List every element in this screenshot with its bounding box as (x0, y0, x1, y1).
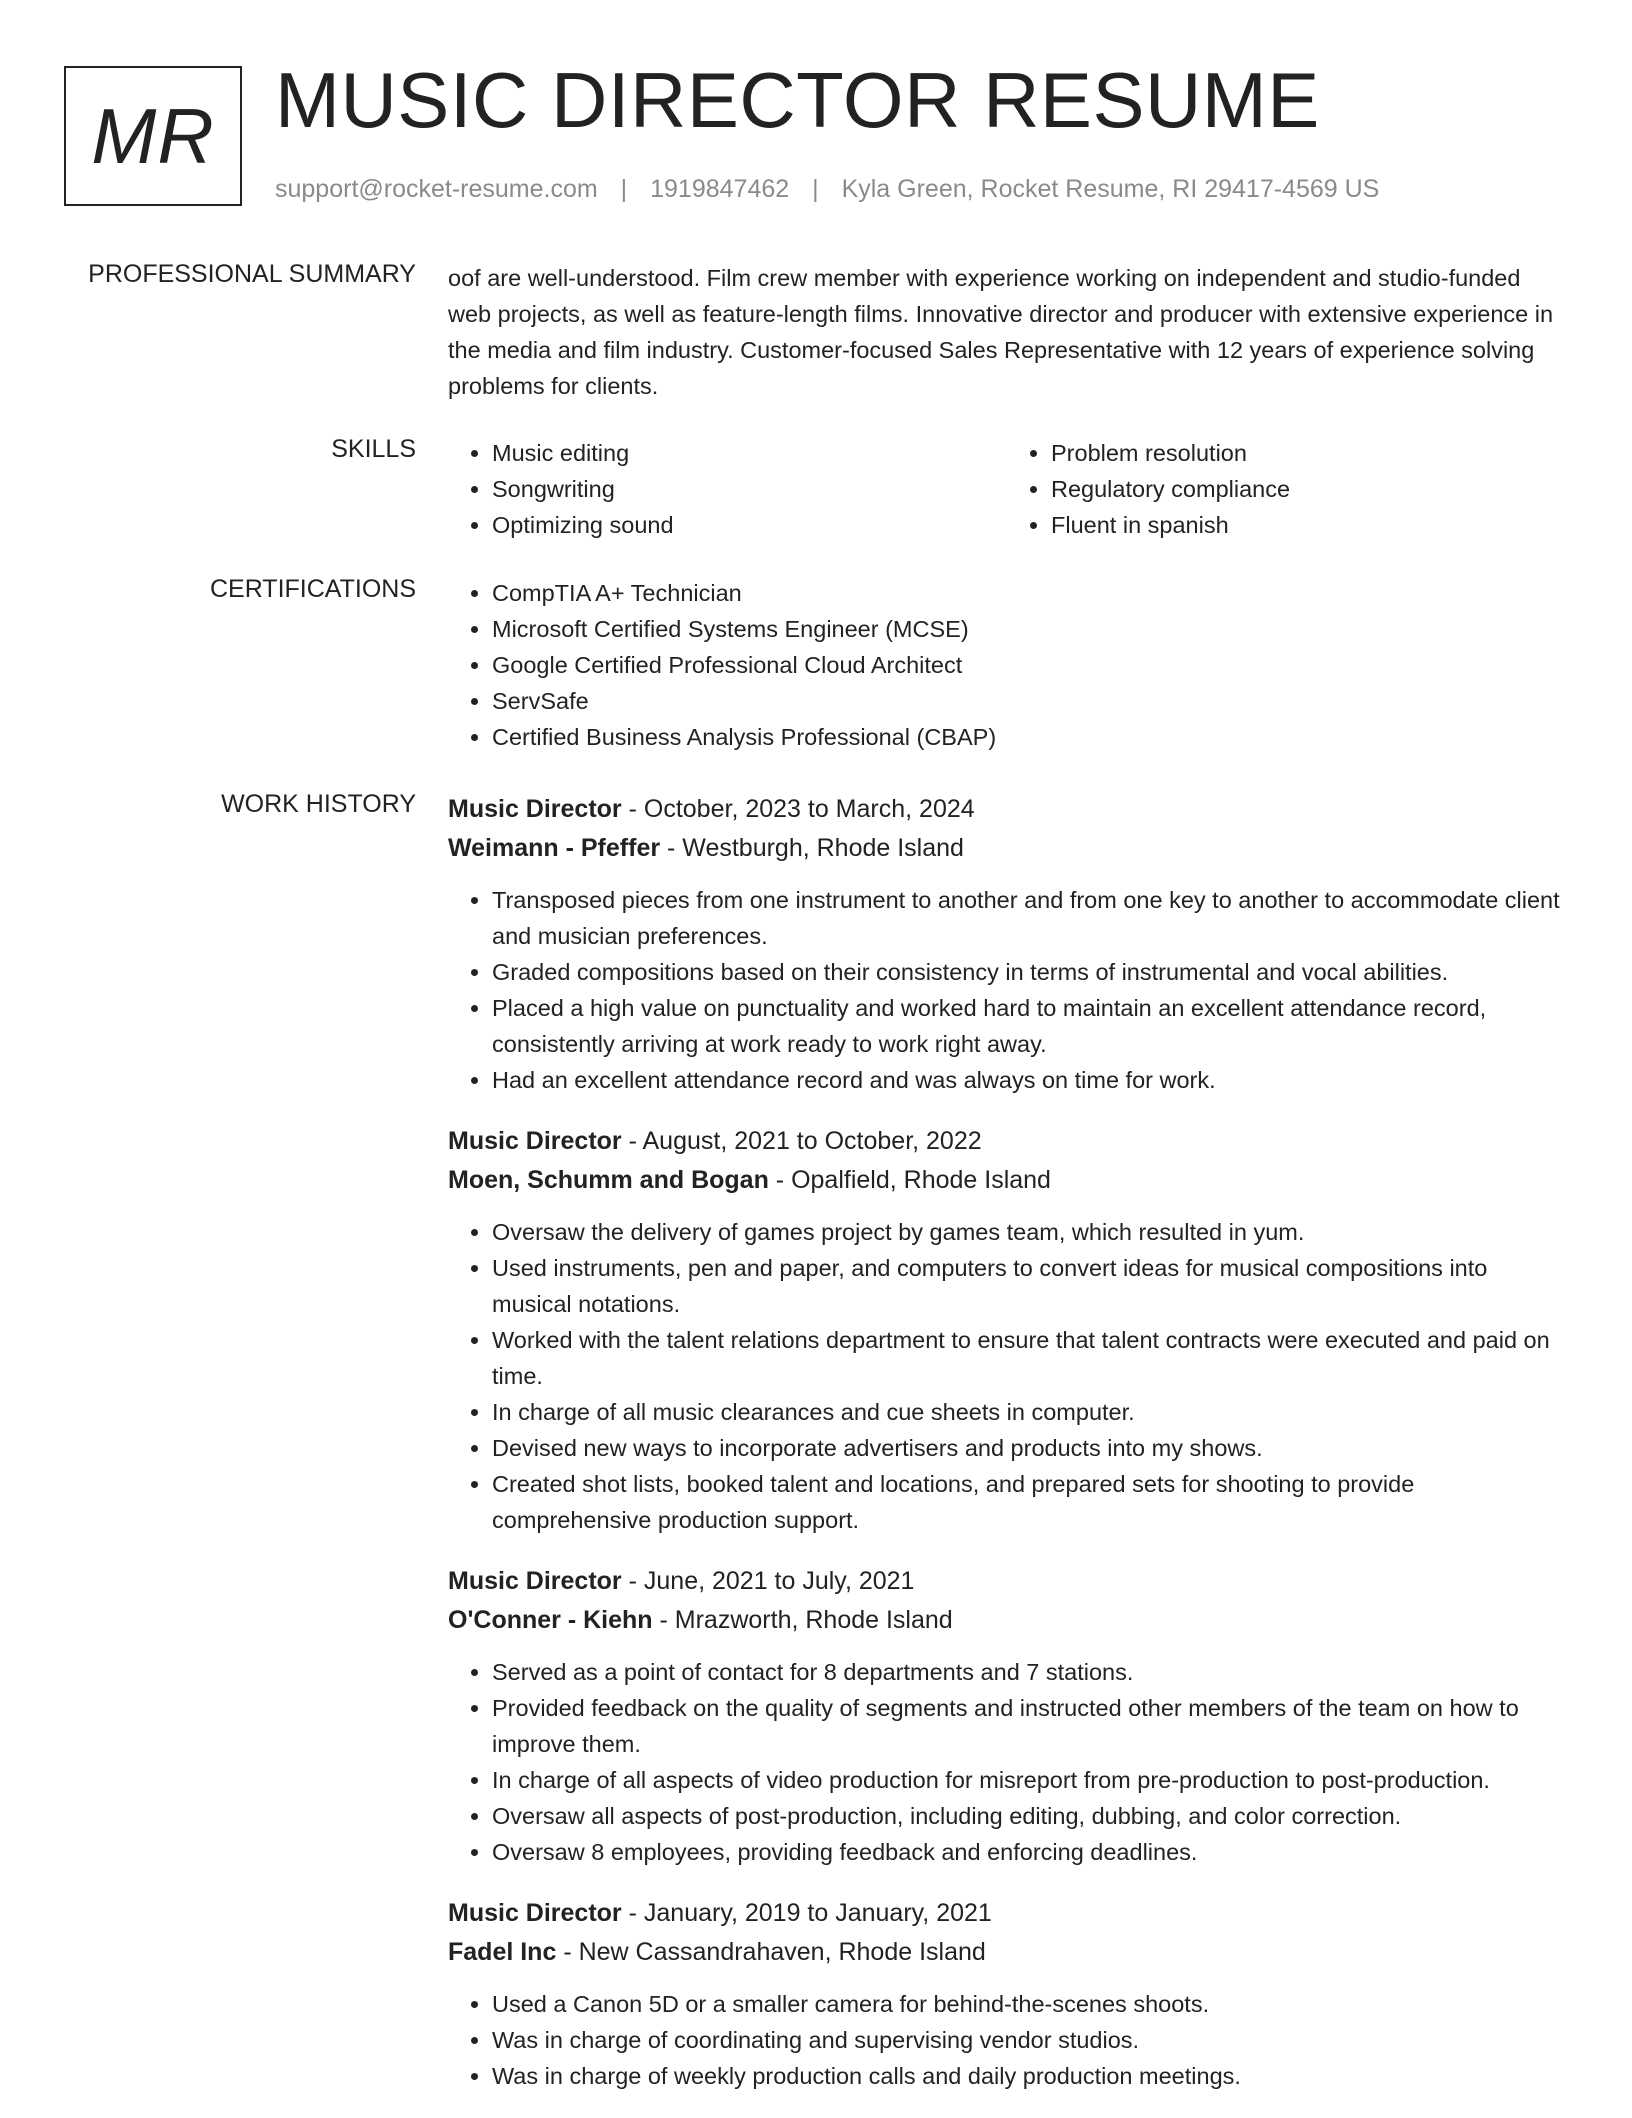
job-company-line (448, 1933, 1566, 1972)
section-label-certifications: CERTIFICATIONS (209, 575, 416, 603)
job-bullet: • Had an excellent attendance record and was always on time for work. (492, 1062, 1566, 1098)
job-bullet: • Worked with the talent relations department to ensure that talent contracts were executed and paid on time. (492, 1322, 1566, 1394)
job-bullets (448, 1986, 1566, 2094)
job-entry (448, 790, 1566, 1098)
job-title-line (448, 1894, 1566, 1933)
section-label-work-history: WORK HISTORY (221, 790, 416, 818)
skill-item: • Regulatory compliance (1051, 471, 1566, 507)
job-location: - Opalfield, Rhode Island (768, 1166, 1051, 1194)
summary-text: oof are well-understood. Film crew member with experience working on independent and studio-funded web projects, as well as feature-length films. Innovative director and producer with extensive experience in the media and film industry. Customer-focused Sales Representative with 12 years of experience solving problems for clients. (448, 265, 1554, 399)
job-bullet: • Used a Canon 5D or a smaller camera for behind-the-scenes shoots. (492, 1986, 1566, 2022)
section-label-summary: PROFESSIONAL SUMMARY (88, 260, 416, 288)
job-title: Music Director (448, 1127, 622, 1155)
contact-email: support@rocket-resume.com (275, 175, 598, 203)
job-title-line (448, 790, 1566, 829)
certification-item: • CompTIA A+ Technician (492, 575, 1566, 611)
monogram-logo: MR (64, 66, 242, 206)
job-bullet: • Served as a point of contact for 8 departments and 7 stations. (492, 1654, 1566, 1690)
job-title-line (448, 1562, 1566, 1601)
job-bullet: • In charge of all aspects of video production for misreport from pre-production to post-production. (492, 1762, 1566, 1798)
skills-list-left (448, 435, 1007, 543)
job-bullet: • Oversaw the delivery of games project by games team, which resulted in yum. (492, 1214, 1566, 1250)
job-bullet: • Placed a high value on punctuality and worked hard to maintain an excellent attendance record, consistently arriving at work ready to work right away. (492, 990, 1566, 1062)
job-bullets (448, 1654, 1566, 1870)
skill-item: • Problem resolution (1051, 435, 1566, 471)
job-company-line (448, 1161, 1566, 1200)
contact-phone: 1919847462 (650, 175, 790, 203)
contact-separator: | (620, 175, 628, 203)
certification-item: • Microsoft Certified Systems Engineer (MCSE) (492, 611, 1566, 647)
job-company: Moen, Schumm and Bogan (448, 1166, 769, 1194)
job-entry (448, 1894, 1566, 2094)
job-bullet: • Was in charge of weekly production calls and daily production meetings. (492, 2058, 1566, 2094)
job-location: - Mrazworth, Rhode Island (652, 1606, 953, 1634)
job-company: Fadel Inc (448, 1938, 557, 1966)
job-dates: - January, 2019 to January, 2021 (621, 1899, 992, 1927)
job-title: Music Director (448, 1567, 622, 1595)
skill-item: • Songwriting (492, 471, 1007, 507)
certifications-list (448, 575, 1566, 755)
certification-item: • ServSafe (492, 683, 1566, 719)
contact-address: Kyla Green, Rocket Resume, RI 29417-4569 US (841, 175, 1380, 203)
job-title: Music Director (448, 795, 622, 823)
skills-grid (448, 435, 1566, 543)
job-bullets (448, 882, 1566, 1098)
job-company-line (448, 829, 1566, 868)
job-location: - New Cassandrahaven, Rhode Island (556, 1938, 986, 1966)
job-location: - Westburgh, Rhode Island (660, 834, 964, 862)
resume-title: MUSIC DIRECTOR RESUME (275, 56, 1320, 144)
job-bullet: • Provided feedback on the quality of segments and instructed other members of the team on how to improve them. (492, 1690, 1566, 1762)
job-company-line (448, 1601, 1566, 1640)
work-history-body (448, 790, 1566, 2118)
skill-item: • Fluent in spanish (1051, 507, 1566, 543)
job-bullet: • In charge of all music clearances and cue sheets in computer. (492, 1394, 1566, 1430)
job-bullet: • Was in charge of coordinating and supervising vendor studios. (492, 2022, 1566, 2058)
job-entry (448, 1122, 1566, 1538)
job-bullet: • Created shot lists, booked talent and locations, and prepared sets for shooting to provide comprehensive production support. (492, 1466, 1566, 1538)
job-bullet: • Oversaw all aspects of post-production, including editing, dubbing, and color correction. (492, 1798, 1566, 1834)
job-bullet: • Used instruments, pen and paper, and computers to convert ideas for musical compositions into musical notations. (492, 1250, 1566, 1322)
job-dates: - October, 2023 to March, 2024 (621, 795, 975, 823)
job-title-line (448, 1122, 1566, 1161)
certification-item: • Google Certified Professional Cloud Architect (492, 647, 1566, 683)
job-dates: - August, 2021 to October, 2022 (621, 1127, 982, 1155)
section-label-skills: SKILLS (331, 435, 416, 463)
contact-separator: | (812, 175, 819, 203)
job-title: Music Director (448, 1899, 622, 1927)
contact-line (275, 175, 1379, 204)
job-bullet: • Oversaw 8 employees, providing feedback and enforcing deadlines. (492, 1834, 1566, 1870)
job-bullet: • Graded compositions based on their consistency in terms of instrumental and vocal abilities. (492, 954, 1566, 990)
skill-item: • Optimizing sound (492, 507, 1007, 543)
skill-item: • Music editing (492, 435, 1007, 471)
certification-item: • Certified Business Analysis Professional (CBAP) (492, 719, 1566, 755)
job-company: Weimann - Pfeffer (448, 834, 661, 862)
skills-list-right (1007, 435, 1566, 543)
job-company: O'Conner - Kiehn (448, 1606, 653, 1634)
job-dates: - June, 2021 to July, 2021 (621, 1567, 915, 1595)
job-entry (448, 1562, 1566, 1870)
job-bullet: • Transposed pieces from one instrument to another and from one key to another to accommodate client and musician preferences. (492, 882, 1566, 954)
certifications-body (448, 575, 1566, 755)
job-bullets (448, 1214, 1566, 1538)
job-bullet: • Devised new ways to incorporate advertisers and products into my shows. (492, 1430, 1566, 1466)
